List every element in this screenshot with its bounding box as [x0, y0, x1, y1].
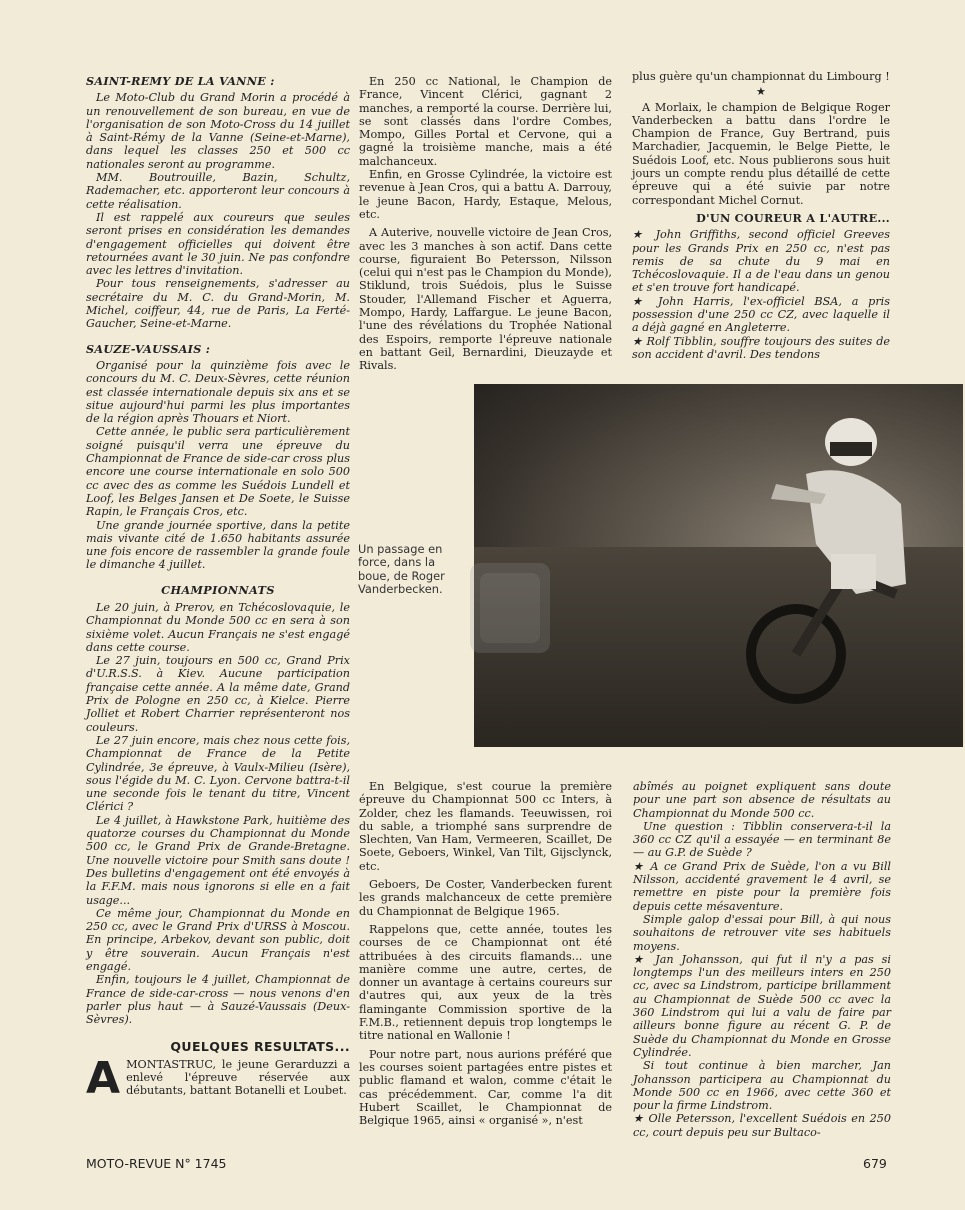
- page-number: 679: [863, 1156, 887, 1171]
- paragraph: ★ Olle Petersson, l'excellent Suédois en 250 cc, court depuis peu sur Bultaco-: [633, 1112, 891, 1139]
- paragraph: ★ John Griffiths, second officiel Greeves pour les Grands Prix en 250 cc, n'est pas remis de sa chute du 9 mai en Tchécoslovaquie. Il a de l'eau dans un genou et s'en trouve fort handicapé.: [632, 228, 890, 295]
- paragraph: Le 27 juin encore, mais chez nous cette fois, Championnat de France de la Petite Cylindrée, 3e épreuve, à Vaulx-Milieu (Isère), sous l'égide du M. C. Lyon. Cervone battra-t-il une seconde fois le tenant du titre, Vincent Clérici ?: [86, 733, 350, 814]
- column-right-top: [632, 70, 890, 361]
- paragraph: Une grande journée sportive, dans la petite mais vivante cité de 1.650 habitants assurée une fois encore de rassembler la grande foule le dimanche 4 juillet.: [86, 518, 350, 572]
- paragraph: Le 20 juin, à Prerov, en Tchécoslovaquie, le Championnat du Monde 500 cc en sera à son sixième volet. Aucun Français ne s'est engagé dans cette course.: [86, 600, 350, 654]
- paragraph: Pour notre part, nous aurions préféré que les courses soient partagées entre pistes et public flamand et walon, comme c'était le cas précédemment. Car, comme l'a dit Hubert Scaillet, le Championnat de Belgique 1965, ainsi « organisé », n'est: [359, 1047, 612, 1128]
- paragraph: Enfin, en Grosse Cylindrée, la victoire est revenue à Jean Cros, qui a battu A. Darrouy, le jeune Bacon, Hardy, Estaque, Melous, etc.: [359, 168, 612, 221]
- column-middle-bottom: [359, 780, 612, 1127]
- paragraph: Ce même jour, Championnat du Monde en 250 cc, avec le Grand Prix d'URSS à Moscou. En principe, Arbekov, devant son public, doit y être souverain. Aucun Français n'est engagé.: [86, 906, 350, 973]
- paragraph: Simple galop d'essai pour Bill, à qui nous souhaitons de retrouver vite ses habituels moyens.: [633, 912, 891, 953]
- paragraph: ★ Jan Johansson, qui fut il n'y a pas si longtemps l'un des meilleurs inters en 250 cc, avec sa Lindstrom, participe brillamment au Championnat de Suède 500 cc avec la 360 Lindstrom qui lui a valu de faire par ailleurs bonne figure au récent G. P. de Suède du Championnat du Monde en Grosse Cylindrée.: [633, 952, 891, 1059]
- section-heading-championnats: CHAMPIONNATS: [161, 582, 275, 597]
- section-heading-sauze-vaussais: SAUZE-VAUSSAIS :: [86, 341, 211, 356]
- paragraph: A Morlaix, le champion de Belgique Roger Vanderbecken a battu dans l'ordre le Champion de France, Guy Bertrand, puis Marchadier, Jacquemin, le Belge Piette, le Suédois Loof, etc. Nous publierons sous huit jours un compte rendu plus détaillé de cette épreuve qui a été suivie par notre correspondant Michel Cornut.: [632, 100, 890, 207]
- paragraph: Il est rappelé aux coureurs que seules seront prises en considération les demandes d'engagement officielles qui doivent être retournées avant le 30 juin. Ne pas confondre avec les lettres d'invitation.: [86, 210, 350, 278]
- paragraph: MONTASTRUC, le jeune Gerarduzzi a enlevé l'épreuve réservée aux débutants, battant Botanelli et Loubet.: [126, 1057, 350, 1098]
- section-heading-coureur: D'UN COUREUR A L'AUTRE...: [696, 210, 890, 225]
- paragraph: Le Moto-Club du Grand Morin a procédé à un renouvellement de son bureau, en vue de l'organisation de son Moto-Cross du 14 juillet à Saint-Rémy de la Vanne (Seine-et-Marne), dans lequel les classes 250 et 500 cc nationales seront au programme.: [86, 91, 350, 171]
- paragraph: Le 27 juin, toujours en 500 cc, Grand Prix d'U.R.S.S. à Kiev. Aucune participation française cette année. A la même date, Grand Prix de Pologne en 250 cc, à Kielce. Pierre Jolliet et Robert Charrier représenteront nos couleurs.: [86, 654, 350, 734]
- drop-cap: A: [86, 1052, 121, 1104]
- paragraph: En Belgique, s'est courue la première épreuve du Championnat 500 cc Inters, à Zolder, chez les flamands. Teeuwissen, roi du sable, a triomphé sans surprendre de Slechten, Van Ham, Vermeeren, Scaillet, De Soete, Geboers, Winkel, Van Tilt, Gijsclynck, etc.: [359, 780, 612, 873]
- paragraph: Enfin, toujours le 4 juillet, Championnat de France de side-car-cross — nous venons d'en parler plus haut — à Sauzé-Vaussais (Deux-Sèvres).: [86, 973, 350, 1027]
- section-heading-resultats: QUELQUES RESULTATS...: [170, 1039, 350, 1055]
- paragraph: Geboers, De Coster, Vanderbecken furent les grands malchanceux de cette première du Championnat de Belgique 1965.: [359, 878, 612, 918]
- paragraph: Pour tous renseignements, s'adresser au secrétaire du M. C. du Grand-Morin, M. Michel, coiffeur, 44, rue de Paris, La Ferté-Gaucher, Seine-et-Marne.: [86, 277, 350, 331]
- section-heading-saint-remy: SAINT-REMY DE LA VANNE :: [86, 74, 275, 88]
- rider-silhouette: [736, 404, 916, 704]
- paragraph: A Auterive, nouvelle victoire de Jean Cros, avec les 3 manches à son actif. Dans cette course, figuraient Bo Petersson, Nilsson (celui qui n'est pas le Champion du Monde), Stiklund, trois Suédois, plus le Suisse Stouder, l'Allemand Fischer et Aguerra, Mompo, Hardy, Laffargue. Le jeune Bacon, l'une des révélations du Trophée National des Espoirs, remporte l'épreuve nationale en battant Geil, Bernardini, Dieuzayde et Rivals.: [359, 226, 612, 373]
- paragraph: En 250 cc National, le Champion de France, Vincent Clérici, gagnant 2 manches, a remporté la course. Derrière lui, se sont classés dans l'ordre Combes, Mompo, Gilles Portal et Cervone, qui a gagné la troisième manche, mais a été malchanceux.: [359, 75, 612, 168]
- results-paragraph: [86, 1052, 350, 1104]
- photo-caption: Un passage en force, dans la boue, de Roger Vanderbecken.: [358, 542, 445, 597]
- paragraph: ★ A ce Grand Prix de Suède, l'on a vu Bill Nilsson, accidenté gravement le 4 avril, se remettre en piste pour la première fois depuis cette mésaventure.: [633, 859, 891, 913]
- paragraph: MM. Boutrouille, Bazin, Schultz, Rademacher, etc. apporteront leur concours à cette réalisation.: [86, 171, 350, 211]
- paragraph: Une question : Tibblin conservera-t-il la 360 cc CZ qu'il a essayée — en terminant 8e — au G.P. de Suède ?: [633, 819, 891, 860]
- paragraph: plus guère qu'un championnat du Limbourg !: [632, 70, 890, 83]
- paragraph: Cette année, le public sera particulièrement soigné puisqu'il verra une épreuve du Championnat de France de side-car cross plus encore une course internationale en solo 500 cc avec des as comme les Suédois Lundell et Loof, les Belges Jansen et De Soete, le Suisse Rapin, le Français Cros, etc.: [86, 425, 350, 519]
- watermark-logo-icon: [470, 563, 550, 653]
- column-left: [86, 74, 350, 1104]
- paragraph: ★ Rolf Tibblin, souffre toujours des suites de son accident d'avril. Des tendons: [632, 334, 890, 361]
- paragraph: Le 4 juillet, à Hawkstone Park, huitième des quatorze courses du Championnat du Monde 500 cc, le Grand Prix de Grande-Bretagne. Une nouvelle victoire pour Smith sans doute ! Des bulletins d'engagement ont été envoyés à la F.F.M. mais nous ignorons si elle en a fait usage...: [86, 813, 350, 907]
- column-middle-top: [359, 75, 612, 373]
- paragraph: ★ John Harris, l'ex-officiel BSA, a pris possession d'une 250 cc CZ, avec laquelle il a déjà gagné en Angleterre.: [632, 294, 890, 335]
- paragraph: Si tout continue à bien marcher, Jan Johansson participera au Championnat du Monde 500 cc en 1966, avec cette 360 et pour la firme Lindstrom.: [633, 1059, 891, 1113]
- column-right-bottom: [633, 780, 891, 1139]
- star-separator: ★: [755, 85, 767, 99]
- paragraph: Organisé pour la quinzième fois avec le concours du M. C. Deux-Sèvres, cette réunion est classée internationale depuis six ans et se situe aujourd'hui parmi les plus importantes de la région après Thouars et Niort.: [86, 358, 350, 426]
- paragraph: Rappelons que, cette année, toutes les courses de ce Championnat ont été attribuées à des circuits flamands... une manière comme une autre, certes, de donner un avantage à certains coureurs sur d'autres qui, aux yeux de la très flamingante Commission sportive de la F.M.B., retiennent depuis trop longtemps le titre national en Wallonie !: [359, 922, 612, 1043]
- magazine-issue-footer: MOTO-REVUE N° 1745: [86, 1156, 227, 1171]
- paragraph: abîmés au poignet expliquent sans doute pour une part son absence de résultats au Championnat du Monde 500 cc.: [633, 780, 891, 820]
